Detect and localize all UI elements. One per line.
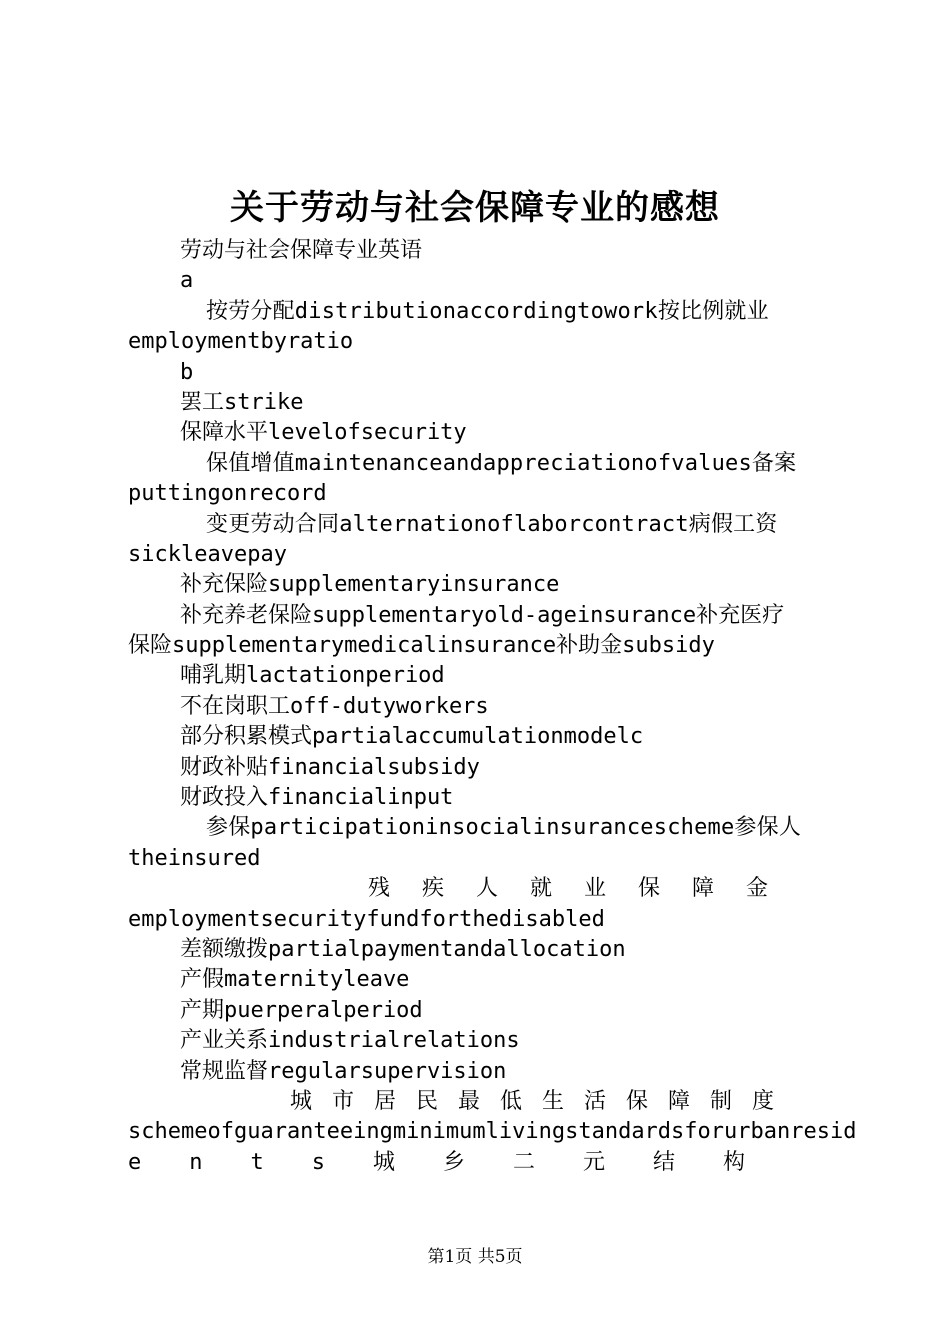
text-line: 变更劳动合同alternationoflaborcontract病假工资: [206, 511, 778, 537]
text-line: 财政投入financialinput: [180, 785, 454, 811]
text-line: a: [180, 268, 194, 294]
text-line: b: [180, 359, 194, 385]
document-body: [128, 236, 857, 1178]
text-line: 常规监督regularsupervision: [180, 1058, 507, 1084]
text-line: 劳动与社会保障专业英语: [180, 238, 423, 263]
text-line: schemeofguaranteeingminimumlivingstandardsforurbanresid: [128, 1119, 857, 1145]
text-line: 罢工strike: [180, 389, 304, 415]
text-line: 产期puerperalperiod: [180, 997, 423, 1023]
text-line: 哺乳期lactationperiod: [180, 663, 445, 689]
text-line: 财政补贴financialsubsidy: [180, 754, 480, 780]
text-line: sickleavepay: [128, 541, 287, 567]
text-line: 城市居民最低生活保障制度: [290, 1088, 795, 1114]
text-line: theinsured: [128, 845, 261, 871]
text-line: 保值增值maintenanceandappreciationofvalues备案: [206, 450, 797, 476]
text-line: 产业关系industrialrelations: [180, 1028, 520, 1054]
page-footer: 第1页 共5页: [427, 1247, 523, 1267]
text-line: ents城乡二元结构: [128, 1149, 793, 1175]
text-line: 产假maternityleave: [180, 967, 410, 993]
text-line: 差额缴拨partialpaymentandallocation: [180, 936, 626, 962]
text-line: 不在岗职工off-dutyworkers: [180, 693, 489, 719]
text-line: 部分积累模式partialaccumulationmodelc: [180, 724, 644, 750]
document-title: 关于劳动与社会保障专业的感想: [230, 188, 720, 228]
text-line: 补充保险supplementaryinsurance: [180, 572, 560, 598]
text-line: 残疾人就业保障金: [368, 876, 801, 902]
text-line: 参保participationinsocialinsurancescheme参保人: [206, 815, 802, 841]
text-line: puttingonrecord: [128, 481, 327, 507]
text-line: 按劳分配distributionaccordingtowork按比例就业: [206, 298, 769, 324]
text-line: 保障水平levelofsecurity: [180, 420, 467, 446]
text-line: 补充养老保险supplementaryold-ageinsurance补充医疗: [180, 602, 785, 628]
text-line: employmentsecurityfundforthedisabled: [128, 906, 605, 932]
text-line: employmentbyratio: [128, 329, 354, 355]
text-line: 保险supplementarymedicalinsurance补助金subsidy: [128, 633, 715, 659]
